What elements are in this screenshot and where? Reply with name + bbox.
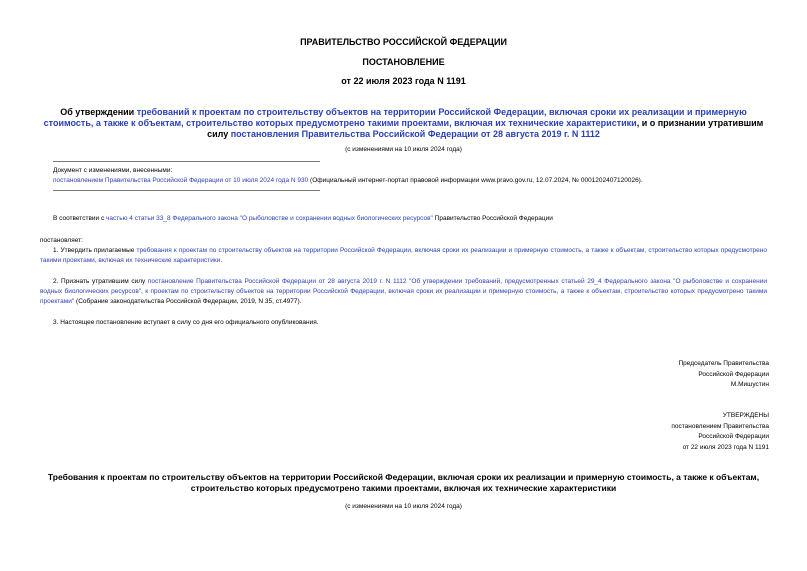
amendment-resolution-link[interactable]: постановлением Правительства Российской Федерации от 10 июля 2024 года N 930 [53,177,309,184]
doc-type-heading: ПОСТАНОВЛЕНИЕ [362,57,445,67]
resolves-text: постановляет: [40,237,83,244]
government-heading: ПРАВИТЕЛЬСТВО РОССИЙСКОЙ ФЕДЕРАЦИИ [300,37,507,47]
title-prefix: Об утверждении [60,107,137,117]
signature-line-1: Председатель Правительства [678,360,769,367]
signature-line-3: М.Мишустин [730,381,769,388]
date-number-heading: от 22 июля 2023 года N 1191 [341,76,466,86]
approved-line-3: Российской Федерации [698,433,769,440]
item1-before: 1. Утвердить прилагаемые [53,247,137,254]
item2-after: (Собрание законодательства Российской Федерации, 2019, N 35, ст.4977). [74,298,302,305]
item1-after: . [220,257,223,264]
item-3: 3. Настоящее постановление вступает в силу со дня его официального опубликования. [53,319,319,326]
requirements-title: Требования к проектам по строительству объектов на территории Российской Федерации, включая сроки их реализации и примерную стоимость, а также к объектам, строительство которых предусмотрено такими проектами, включая их технические характеристики [47,472,760,493]
signature-block [529,359,769,391]
divider-top [53,161,320,162]
amendments-line [53,176,773,186]
edition-note: (с изменениями на 10 июля 2024 года) [345,146,462,153]
preamble [40,214,767,224]
approved-line-1: УТВЕРЖДЕНЫ [722,412,769,419]
preamble-before: В соответствии с [53,215,107,222]
edition-note-2: (с изменениями на 10 июля 2024 года) [345,503,462,510]
preamble-after: Правительство Российской Федерации [432,215,553,222]
signature-line-2: Российской Федерации [698,370,769,378]
title-repealed-resolution-link[interactable]: постановления Правительства Российской Федерации от 28 августа 2019 г. N 1112 [230,129,600,139]
approved-line-2: постановлением Правительства [671,422,769,430]
amendments-block [53,166,773,186]
document-title [40,107,767,140]
divider-bottom [53,190,320,191]
item1-requirements-link[interactable]: требования к проектам по строительству объектов на территории Российской Федерации, включая сроки их реализации и примерную стоимость, а также к объектам, строительство которых предусмотрено такими проектами, включая их технические характеристики [40,247,767,264]
item-1 [40,246,767,266]
title-requirements-link[interactable]: требований к проектам по строительству объектов на территории Российской Федерации, включая сроки их реализации и примерную стоимость, а также к объектам, строительство которых предусмотрено такими проектами, включая их технические характеристики [43,107,747,128]
fisheries-law-link[interactable]: частью 4 статьи 33_8 Федерального закона "О рыболовстве и сохранении водных биологических ресурсов" [106,215,433,222]
title-middle: , и о признании утратившим силу [207,118,764,139]
item2-before: 2. Признать утратившим силу [53,278,148,285]
item2-resolution-link[interactable]: постановление Правительства Российской Федерации от 28 августа 2019 г. N 1112 "Об утверждении требований, предусмотренных статьей 29_4 Федерального закона "О рыболовстве и сохранении водных биологических ресурсов", к проектам по строительству объектов на территории Российской Федерации, включая сроки их реализации и примерную стоимость, а также к объектам, строительство которых предусмотрено такими проектами" [40,278,767,305]
item-2 [40,277,767,307]
approval-block [529,411,769,453]
approved-line-4: от 22 июля 2023 года N 1191 [682,443,769,451]
amendment-source: (Официальный интернет-портал правовой информации www.pravo.gov.ru, 12.07.2024, № 0001202407120026). [308,177,643,184]
amendments-intro: Документ с изменениями, внесенными: [53,167,173,174]
